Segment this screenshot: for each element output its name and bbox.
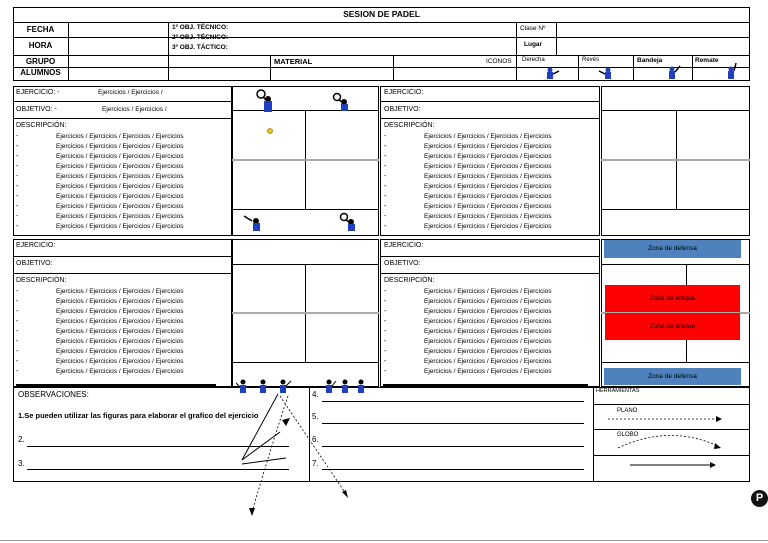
icon-label-derecha: Derecha <box>522 57 545 63</box>
description-line: Ejercicios / Ejercicios / Ejercicios / Ejercicios <box>56 308 184 315</box>
description-dash: - <box>384 143 387 150</box>
description-dash: - <box>384 338 387 345</box>
description-line: Ejercicios / Ejercicios / Ejercicios / Ejercicios <box>56 173 184 180</box>
description-dash: - <box>16 368 19 375</box>
description-line: Ejercicios / Ejercicios / Ejercicios / Ejercicios <box>56 133 184 140</box>
derecha-icon <box>538 66 562 80</box>
description-line: Ejercicios / Ejercicios / Ejercicios / Ejercicios <box>56 358 184 365</box>
description-line: Ejercicios / Ejercicios / Ejercicios / Ejercicios <box>424 173 552 180</box>
ex2-objetivo-label: OBJETIVO: <box>384 106 421 113</box>
zona-ataque-1: Zona de ataque <box>605 285 740 312</box>
drive-arrow-icon <box>628 459 720 471</box>
plano-arrow-icon <box>604 414 724 424</box>
description-dash: - <box>16 213 19 220</box>
ex4-objetivo-label: OBJETIVO: <box>384 260 421 267</box>
description-dash: - <box>384 288 387 295</box>
description-line: Ejercicios / Ejercicios / Ejercicios / Ejercicios <box>56 143 184 150</box>
description-dash: - <box>384 328 387 335</box>
observacion-line-1: 1.Se pueden utilizar las figuras para elaborar el grafico del ejercicio <box>18 411 259 420</box>
iconos-label: ICONOS <box>486 58 512 65</box>
description-line: Ejercicios / Ejercicios / Ejercicios / Ejercicios <box>56 193 184 200</box>
description-line: Ejercicios / Ejercicios / Ejercicios / Ejercicios <box>424 328 552 335</box>
description-dash: - <box>384 223 387 230</box>
alumnos-label: ALUMNOS <box>20 68 61 77</box>
description-line: Ejercicios / Ejercicios / Ejercicios / Ejercicios <box>56 213 184 220</box>
player-icon <box>252 88 278 114</box>
description-dash: - <box>16 328 19 335</box>
description-line: Ejercicios / Ejercicios / Ejercicios / Ejercicios <box>424 288 552 295</box>
reves-icon <box>596 66 620 80</box>
ex3-descripcion-label: DESCRIPCIÓN: <box>16 277 67 284</box>
icon-label-remate: Remate <box>695 57 719 64</box>
description-dash: - <box>16 288 19 295</box>
ex3-ejercicio-label: EJERCICIO: <box>16 242 56 249</box>
description-line: Ejercicios / Ejercicios / Ejercicios / Ejercicios <box>424 133 552 140</box>
description-line: Ejercicios / Ejercicios / Ejercicios / Ejercicios <box>424 348 552 355</box>
description-line: Ejercicios / Ejercicios / Ejercicios / Ejercicios <box>424 318 552 325</box>
player-icon <box>242 212 268 232</box>
zona-defensa-bottom: Zona de defensa <box>604 368 741 385</box>
obj-tecnico-1: 1º OBJ. TÉCNICO: <box>172 24 229 31</box>
description-dash: - <box>16 163 19 170</box>
description-dash: - <box>16 308 19 315</box>
zona-defensa-top: Zona de defensa <box>604 240 741 258</box>
description-line: Ejercicios / Ejercicios / Ejercicios / Ejercicios <box>424 193 552 200</box>
lugar-label: Lugar <box>524 41 543 48</box>
description-dash: - <box>16 143 19 150</box>
globo-label: GLOBO <box>617 432 639 438</box>
herramientas-title: HERRAMIENTAS <box>596 388 640 394</box>
session-title: SESION DE PADEL <box>343 9 420 19</box>
description-line: Ejercicios / Ejercicios / Ejercicios / Ejercicios <box>424 298 552 305</box>
description-dash: - <box>384 213 387 220</box>
description-dash: - <box>16 318 19 325</box>
description-line: Ejercicios / Ejercicios / Ejercicios / Ejercicios <box>424 203 552 210</box>
ex4-descripcion-label: DESCRIPCIÓN: <box>384 277 435 284</box>
description-line: Ejercicios / Ejercicios / Ejercicios / Ejercicios <box>424 213 552 220</box>
description-line: Ejercicios / Ejercicios / Ejercicios / Ejercicios <box>56 298 184 305</box>
description-dash: - <box>16 298 19 305</box>
globo-arrow-icon <box>614 428 724 452</box>
description-line: Ejercicios / Ejercicios / Ejercicios / Ejercicios <box>56 328 184 335</box>
description-dash: - <box>384 153 387 160</box>
description-line: Ejercicios / Ejercicios / Ejercicios / Ejercicios <box>56 338 184 345</box>
description-dash: - <box>16 153 19 160</box>
description-dash: - <box>384 183 387 190</box>
ex2-descripcion-label: DESCRIPCIÓN: <box>384 122 435 129</box>
obj-tecnico-2: 2º OBJ. TÉCNICO: <box>172 34 229 41</box>
description-dash: - <box>384 203 387 210</box>
description-line: Ejercicios / Ejercicios / Ejercicios / Ejercicios <box>56 203 184 210</box>
description-line: Ejercicios / Ejercicios / Ejercicios / Ejercicios <box>56 183 184 190</box>
description-dash: - <box>16 223 19 230</box>
description-dash: - <box>384 348 387 355</box>
description-dash: - <box>384 193 387 200</box>
ex1-ejercicio-value: Ejercicios / Ejercicios / <box>98 89 163 96</box>
ex3-objetivo-label: OBJETIVO: <box>16 260 53 267</box>
description-line: Ejercicios / Ejercicios / Ejercicios / Ejercicios <box>56 288 184 295</box>
icon-label-reves: Revés <box>582 57 600 63</box>
description-line: Ejercicios / Ejercicios / Ejercicios / Ejercicios <box>424 163 552 170</box>
grupo-label: GRUPO <box>25 57 56 66</box>
observacion-num-5: 5. <box>312 412 319 421</box>
player-icon <box>337 212 363 232</box>
description-line: Ejercicios / Ejercicios / Ejercicios / Ejercicios <box>424 338 552 345</box>
description-dash: - <box>384 368 387 375</box>
observacion-num-4: 4. <box>312 390 319 399</box>
description-line: Ejercicios / Ejercicios / Ejercicios / Ejercicios <box>56 223 184 230</box>
description-dash: - <box>384 308 387 315</box>
description-line: Ejercicios / Ejercicios / Ejercicios / Ejercicios <box>56 163 184 170</box>
zona-ataque-2: Zona de ataque <box>605 313 740 340</box>
description-line: Ejercicios / Ejercicios / Ejercicios / Ejercicios <box>424 183 552 190</box>
observacion-num-7: 7. <box>312 459 319 468</box>
description-dash: - <box>384 173 387 180</box>
description-dash: - <box>16 173 19 180</box>
ex1-descripcion-label: DESCRIPCIÓN: <box>16 122 67 129</box>
ex2-ejercicio-label: EJERCICIO: <box>384 89 424 96</box>
description-line: Ejercicios / Ejercicios / Ejercicios / Ejercicios <box>424 368 552 375</box>
observacion-num-3: 3. <box>18 459 25 468</box>
ball-icon <box>266 127 274 135</box>
icon-label-bandeja: Bandeja <box>637 57 663 64</box>
description-dash: - <box>384 298 387 305</box>
description-dash: - <box>16 193 19 200</box>
description-line: Ejercicios / Ejercicios / Ejercicios / Ejercicios <box>56 318 184 325</box>
observaciones-title: OBSERVACIONES: <box>18 390 89 399</box>
observacion-num-2: 2. <box>18 435 25 444</box>
plano-label: PLANO <box>617 408 638 414</box>
description-dash: - <box>384 318 387 325</box>
clase-label: Clase Nº <box>520 25 546 32</box>
description-dash: - <box>16 183 19 190</box>
obj-tactico-3: 3º OBJ. TÁCTICO: <box>172 44 228 51</box>
description-dash: - <box>384 358 387 365</box>
corner-badge[interactable]: P <box>751 490 768 507</box>
description-dash: - <box>384 163 387 170</box>
description-line: Ejercicios / Ejercicios / Ejercicios / Ejercicios <box>56 153 184 160</box>
description-dash: - <box>16 348 19 355</box>
ex1-ejercicio-label: EJERCICIO: - <box>16 89 60 96</box>
observacion-num-6: 6. <box>312 435 319 444</box>
description-dash: - <box>16 203 19 210</box>
remate-icon <box>722 62 742 80</box>
description-dash: - <box>16 358 19 365</box>
ex4-ejercicio-label: EJERCICIO: <box>384 242 424 249</box>
page-bottom-rule <box>0 540 768 541</box>
bandeja-icon <box>660 64 684 80</box>
player-icon <box>330 92 356 112</box>
description-line: Ejercicios / Ejercicios / Ejercicios / Ejercicios <box>424 143 552 150</box>
description-dash: - <box>16 133 19 140</box>
hora-label: HORA <box>28 41 53 50</box>
material-label: MATERIAL <box>274 57 313 66</box>
fecha-label: FECHA <box>26 25 55 34</box>
description-line: Ejercicios / Ejercicios / Ejercicios / Ejercicios <box>56 368 184 375</box>
description-line: Ejercicios / Ejercicios / Ejercicios / Ejercicios <box>56 348 184 355</box>
description-line: Ejercicios / Ejercicios / Ejercicios / Ejercicios <box>424 358 552 365</box>
ex1-objetivo-value: Ejercicios / Ejercicios / <box>102 106 167 113</box>
description-dash: - <box>384 133 387 140</box>
description-line: Ejercicios / Ejercicios / Ejercicios / Ejercicios <box>424 153 552 160</box>
description-line: Ejercicios / Ejercicios / Ejercicios / Ejercicios <box>424 223 552 230</box>
ex1-objetivo-label: OBJETIVO: - <box>16 106 57 113</box>
description-dash: - <box>16 338 19 345</box>
loose-arrows-icon[interactable] <box>230 390 360 520</box>
description-line: Ejercicios / Ejercicios / Ejercicios / Ejercicios <box>424 308 552 315</box>
